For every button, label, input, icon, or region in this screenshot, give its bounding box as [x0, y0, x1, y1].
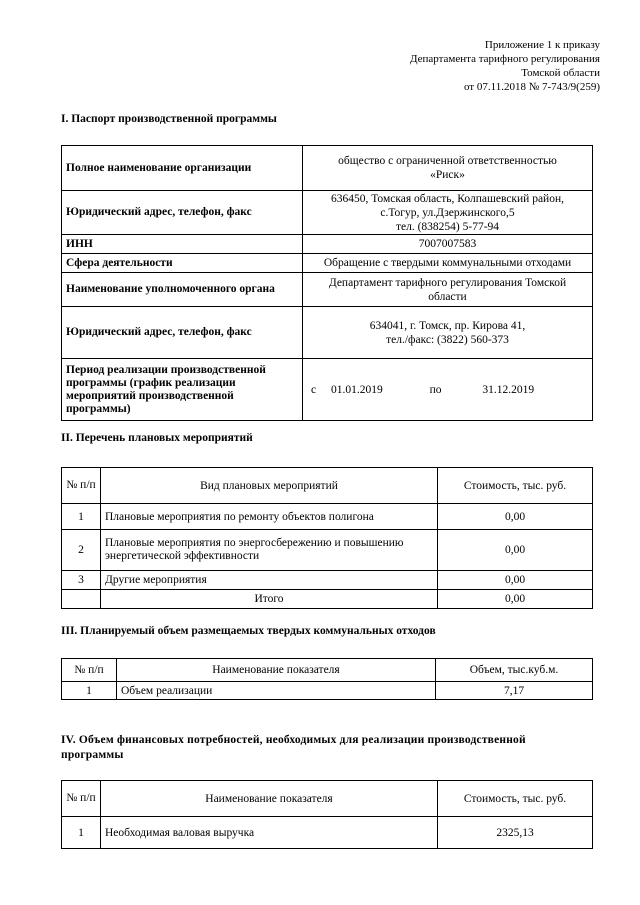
section-title: II. Перечень плановых мероприятий	[61, 432, 253, 444]
table-row	[62, 682, 593, 700]
period-label: Период реализации производственной программы (график реализации мероприятий производственной программы)	[62, 359, 303, 421]
col-header: Объем, тыс.куб.м.	[436, 659, 593, 682]
col-header: Наименование показателя	[101, 781, 438, 817]
period-to: 31.12.2019	[482, 383, 535, 396]
cell-cost: 0,00	[438, 530, 593, 571]
col-header: Вид плановых мероприятий	[101, 468, 438, 504]
cell-num: 3	[62, 571, 101, 590]
value-line: общество с ограниченной ответственностью	[338, 155, 557, 167]
cell-cost: 0,00	[438, 571, 593, 590]
row-label: Сфера деятельности	[62, 254, 303, 273]
table-header-row	[62, 659, 593, 682]
cell-num: 1	[62, 504, 101, 530]
row-value	[303, 146, 593, 191]
table-row	[62, 530, 593, 571]
row-label: Полное наименование организации	[62, 146, 303, 191]
section-title: IV. Объем финансовых потребностей, необходимых для реализации производственной программы	[61, 734, 526, 761]
table-row	[62, 359, 593, 421]
table-row	[62, 146, 593, 191]
cell-name: Другие мероприятия	[101, 571, 438, 590]
value-line: тел. (838254) 5-77-94	[395, 220, 500, 233]
period-value	[303, 359, 593, 421]
total-value: 0,00	[438, 590, 593, 609]
value-line: Обращение с твердыми коммунальными отходами	[323, 257, 572, 269]
passport-table	[61, 145, 593, 421]
total-label: Итого	[101, 590, 438, 609]
cell-num: 1	[62, 682, 117, 700]
value-line: с.Тогур, ул.Дзержинского,5	[380, 206, 515, 219]
cell-name: Объем реализации	[117, 682, 436, 700]
header-line: Томской области	[521, 67, 600, 79]
value-line: области	[428, 290, 467, 303]
header-line: от 07.11.2018 № 7-743/9(259)	[463, 81, 600, 93]
row-label: Юридический адрес, телефон, факс	[62, 191, 303, 235]
value-line: 7007007583	[418, 238, 477, 250]
row-label: Юридический адрес, телефон, факс	[62, 307, 303, 359]
table-row	[62, 307, 593, 359]
col-header: № п/п	[62, 781, 101, 817]
table-row	[62, 191, 593, 235]
table-row	[62, 254, 593, 273]
table-header-row	[62, 781, 593, 817]
finance-table	[61, 780, 593, 849]
volume-table	[61, 658, 593, 700]
header-line: Приложение 1 к приказу	[484, 39, 600, 51]
col-header: № п/п	[62, 659, 117, 682]
row-value	[303, 191, 593, 235]
cell-cost: 0,00	[438, 504, 593, 530]
col-header: Стоимость, тыс. руб.	[438, 468, 593, 504]
cell-num: 1	[62, 817, 101, 849]
row-value	[303, 254, 593, 273]
table-row	[62, 571, 593, 590]
table-row	[62, 273, 593, 307]
table-header-row	[62, 468, 593, 504]
cell-num: 2	[62, 530, 101, 571]
col-header: № п/п	[62, 468, 101, 504]
period-from: 01.01.2019	[330, 383, 383, 396]
row-value	[303, 307, 593, 359]
cell-name: Плановые мероприятия по ремонту объектов полигона	[101, 504, 438, 530]
period-from-word: с	[311, 383, 317, 396]
table-row	[62, 504, 593, 530]
col-header: Наименование показателя	[117, 659, 436, 682]
value-line: «Риск»	[430, 169, 465, 181]
cell-name: Необходимая валовая выручка	[101, 817, 438, 849]
value-line: тел./факс: (3822) 560-373	[386, 333, 509, 346]
cell-empty	[62, 590, 101, 609]
section-title: III. Планируемый объем размещаемых твердых коммунальных отходов	[61, 625, 436, 637]
period-to-word: по	[429, 383, 442, 396]
row-label: ИНН	[62, 235, 303, 254]
cell-name: Плановые мероприятия по энергосбережению и повышению энергетической эффективности	[101, 530, 438, 571]
row-value	[303, 235, 593, 254]
col-header: Стоимость, тыс. руб.	[438, 781, 593, 817]
cell-value: 2325,13	[438, 817, 593, 849]
value-line: 636450, Томская область, Колпашевский район,	[331, 192, 564, 205]
row-value	[303, 273, 593, 307]
measures-table	[61, 467, 593, 609]
document-header	[410, 38, 600, 94]
row-label: Наименование уполномоченного органа	[62, 273, 303, 307]
table-row	[62, 817, 593, 849]
cell-value: 7,17	[436, 682, 593, 700]
table-total-row	[62, 590, 593, 609]
header-line: Департамента тарифного регулирования	[409, 53, 600, 65]
table-row	[62, 235, 593, 254]
value-line: 634041, г. Томск, пр. Кирова 41,	[369, 319, 526, 332]
value-line: Департамент тарифного регулирования Томской	[328, 276, 567, 289]
section-title: I. Паспорт производственной программы	[61, 113, 277, 125]
